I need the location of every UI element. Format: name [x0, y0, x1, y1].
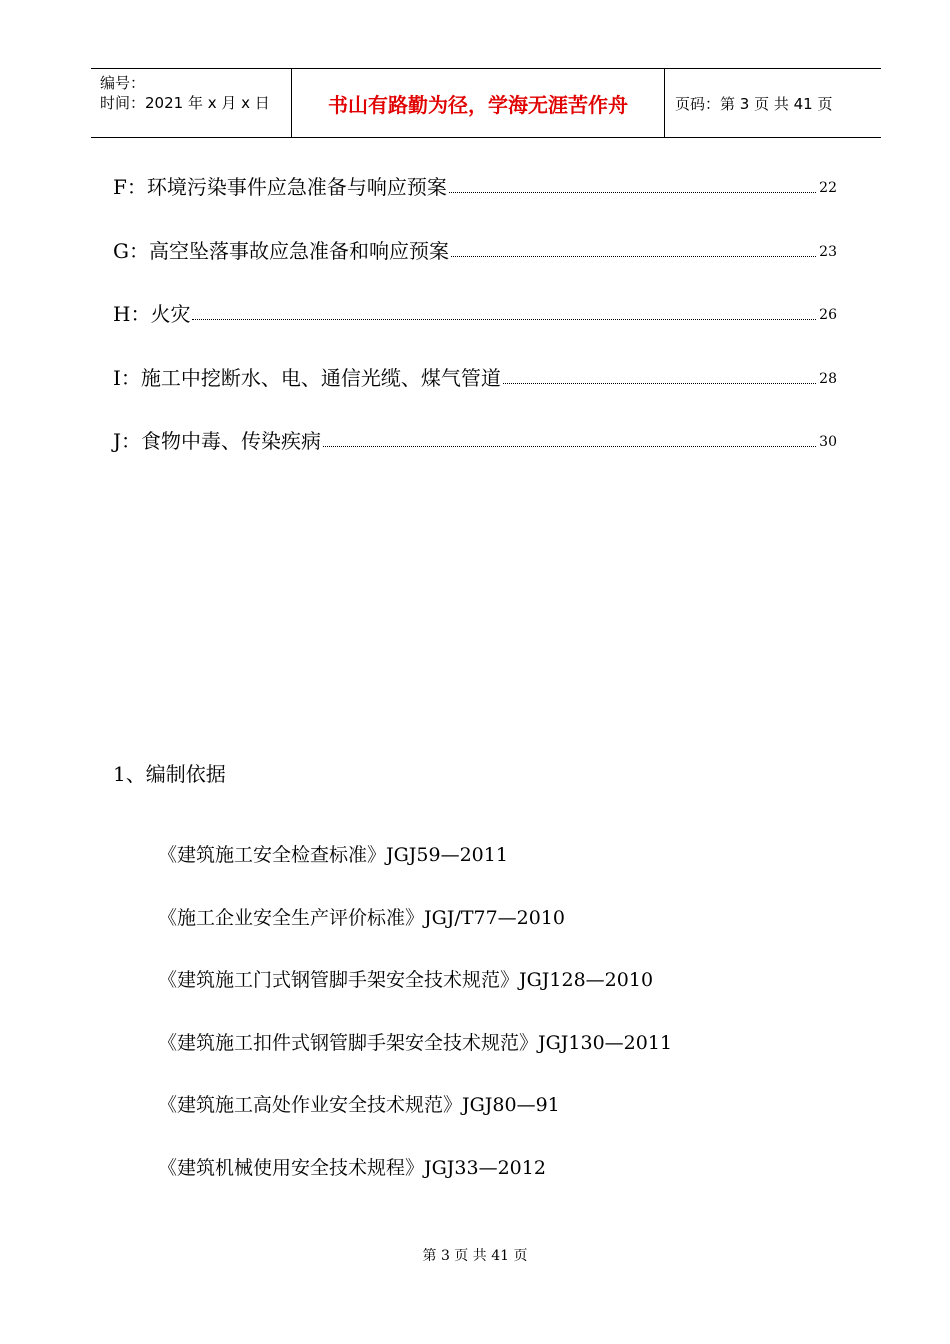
- reference-list: [158, 840, 672, 1215]
- toc-entry-page: 23: [819, 243, 837, 260]
- toc-entry-page: 30: [819, 434, 837, 450]
- toc-leader-dots: [192, 318, 816, 320]
- toc-leader-dots: [503, 382, 816, 384]
- reference-item: 《建筑施工门式钢管脚手架安全技术规范》JGJ128—2010: [158, 969, 654, 991]
- table-of-contents: [113, 170, 837, 488]
- reference-item: 《建筑施工扣件式钢管脚手架安全技术规范》JGJ130—2011: [158, 1031, 673, 1054]
- reference-item: 《建筑施工高处作业安全技术规范》JGJ80—91: [158, 1094, 560, 1116]
- toc-entry-label: I：施工中挖断水、电、通信光缆、煤气管道: [113, 365, 501, 390]
- toc-leader-dots: [323, 445, 816, 447]
- toc-entry-label: H：火灾: [113, 302, 191, 326]
- header-info-cell: [91, 69, 292, 137]
- toc-entry[interactable]: [113, 424, 837, 454]
- reference-item: 《建筑施工安全检查标准》JGJ59—2011: [158, 844, 508, 866]
- section-heading: 1、编制依据: [113, 762, 226, 786]
- toc-leader-dots: [451, 255, 816, 257]
- page-header: [91, 68, 881, 138]
- toc-entry-page: 26: [819, 307, 837, 323]
- toc-entry-label: F：环境污染事件应急准备与响应预案: [113, 175, 447, 199]
- header-number-label: 编号：: [100, 74, 146, 92]
- toc-entry-page: 28: [819, 370, 837, 387]
- toc-entry-page: 22: [819, 180, 837, 196]
- header-time-label: 时间：2021 年 x 月 x 日: [100, 94, 270, 112]
- toc-entry-label: J：食物中毒、传染疾病: [113, 429, 322, 453]
- header-page-label: 页码：第 3 页 共 41 页: [675, 94, 833, 113]
- reference-item: 《建筑机械使用安全技术规程》JGJ33—2012: [158, 1156, 546, 1179]
- toc-entry[interactable]: [113, 170, 837, 200]
- toc-leader-dots: [449, 191, 816, 193]
- toc-entry[interactable]: [113, 234, 837, 264]
- toc-entry[interactable]: [113, 361, 837, 391]
- header-slogan-cell: [292, 69, 665, 137]
- toc-entry-label: G：高空坠落事故应急准备和响应预案: [113, 238, 449, 263]
- page-footer: 第 3 页 共 41 页: [422, 1248, 528, 1264]
- header-slogan: 书山有路勤为径，学海无涯苦作舟: [328, 92, 628, 117]
- header-page-cell: [665, 69, 881, 137]
- reference-item: 《施工企业安全生产评价标准》JGJ/T77—2010: [158, 906, 566, 929]
- toc-entry[interactable]: [113, 297, 837, 327]
